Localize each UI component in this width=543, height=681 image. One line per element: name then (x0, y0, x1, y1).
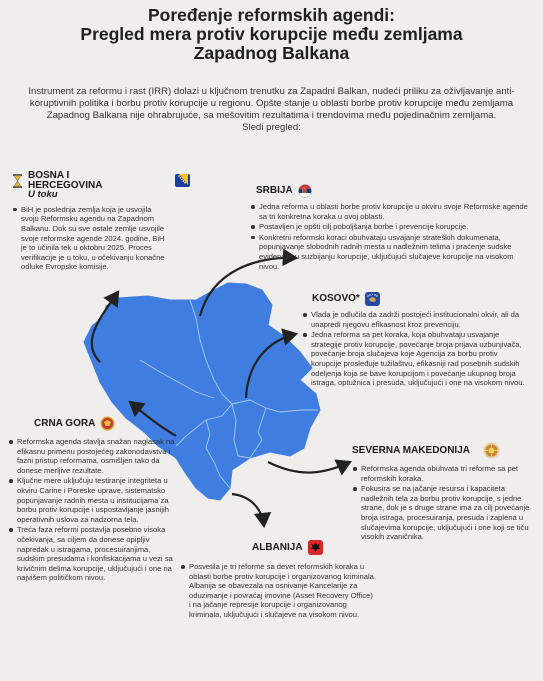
arrow-sm (268, 462, 350, 473)
title-line-2: Pregled mera protiv korupcije među zemljama (80, 24, 463, 44)
country-bih (12, 171, 190, 272)
srbija-bullet-2: Postavljen je opšti cilj poboljšanja borbe i prevencije korupcije. (250, 222, 530, 232)
crnagora-bullet-1: Reformska agenda stavlja snažan naglasak na efikasnu primenu postojećeg zakonodavstva i fazni pristup reformama, osmišljen tako da donese merljive rezultate. (8, 437, 176, 475)
country-kosovo (302, 292, 530, 388)
bih-title: BOSNA I HERCEGOVINA (28, 170, 103, 191)
title-line-3: Zapadnog Balkana (193, 43, 350, 63)
srbija-bullet-3: Konkretni reformski koraci obuhvataju usvajanje strateških dokumenata, popunjavanje slobodnih radnih mesta u nadležnim telima i praćenje sudske evidencije u suzbijanju korupcije, uključujući slučajeve korupcije na visokom nivou. (250, 233, 530, 271)
albanija-bullet-1: Posvetila je tri reforme sa devet reformskih koraka u oblasti borbe protiv korupcije i organizovanog kriminala. Albanija se obavezala na osnivanje Kancelarije za oduzimanje i povraćaj imovine (Asset Recovery Office) i na jačanje represije korupcije i organizovanog kriminala, uključujući i slučajeve na visokom nivou. (180, 562, 376, 620)
flag-north-macedonia-icon (483, 442, 500, 459)
bih-bullet-1: BiH je poslednja zemlja koja je usvojila svoju Reformsku agendu na Zapadnom Balkanu. Dok su sve ostale zemlje usvojile svoje reformske agende 2024. godine, BiH je to učinila tek u oktobru 2025. Proces verifikacije je u toku, u očekivanju konačne odluke Evropske komisije. (12, 205, 168, 272)
flag-albania-icon (308, 540, 323, 555)
intro-paragraph: Instrument za reformu i rast (IRR) dolazi u ključnom trenutku za Zapadni Balkan, nudeći priliku za oživljavanje anti-koruptivnih politika i borbu protiv korupcije u regionu. Opšte stanje u oblasti borbe protiv korupcije među zemljama Zapadnog Balkana nije ohrabrujuće, sa mešovitim rezultatima i trendovima među pojedinačnim zemljama. (28, 86, 515, 121)
crnagora-title: CRNA GORA (34, 417, 96, 429)
sm-bullet-1: Reformska agenda obuhvata tri reforme sa pet reformskih koraka. (352, 464, 530, 483)
kosovo-bullet-2: Jedna reforma sa pet koraka, koja obuhvataju usvajanje strategije protiv korupcije, povećanje broja prijava uzbunjivača, povećanje broja slučajeva koje Agencija za borbu protiv korupcije prosleđuje tužilaštvu, efikasniji rad posebnih sudskih odeljenja koja se bave korupcijom i povećanje ukupnog broja istraga, optužnica i presuda, uključujući i one na visokom nivou. (302, 330, 530, 388)
country-sm (352, 442, 530, 542)
country-srbija (250, 184, 530, 271)
country-albanija (180, 540, 376, 620)
flag-kosovo-icon (365, 292, 380, 306)
srbija-title: SRBIJA (256, 185, 293, 197)
sm-title: SEVERNA MAKEDONIJA (352, 444, 470, 456)
crnagora-bullet-3: Treća faza reformi postavlja posebno visoka očekivanja, sa ciljem da donese opipljiv napredak u istragama, procesuiranjima, sudskim presudama i konfiskacijama u vezi sa krivičnim delima korupcije, uključujući i one na najvišem političkom nivou. (8, 525, 176, 583)
intro-next: Sledi pregled: (242, 122, 301, 133)
flag-montenegro-icon (100, 416, 115, 431)
title-line-1: Poređenje reformskih agendi: (147, 5, 395, 25)
bih-status: U toku (28, 189, 58, 201)
flag-serbia-icon (298, 184, 312, 198)
arrow-albanija (232, 494, 264, 526)
sm-bullet-2: Fokusira se na jačanje resursa i kapaciteta nadležnih tela za borbu protiv korupcije, s jedne strane, dok je s druge strane ima za cilj povećanje broja istraga, procesuiranja, presuda i zaplena u slučajevima korupcije, uključujući i one koji se tiču visokih zvaničnika. (352, 484, 530, 542)
country-crnagora (8, 416, 176, 583)
flag-bih-icon (175, 174, 190, 187)
kosovo-bullet-1: Vlada je odlučila da zadrži postojeći institucionalni okvir, ali da unapredi njegovu efikasnost kroz prevenciju. (302, 310, 530, 329)
kosovo-title: KOSOVO* (312, 293, 360, 305)
hourglass-icon (12, 174, 23, 188)
crnagora-bullet-2: Ključne mere uključuju testiranje integriteta u okviru Carine i Poreske uprave, sistematsko popunjavanje radnih mesta u institucijama za borbu protiv korupcije i uspostavljanje jasnijih operativnih uslova za nadzorna tela. (8, 476, 176, 524)
srbija-bullet-1: Jedna reforma u oblasti borbe protiv korupcije u okviru svoje Reformske agende sa tri konkretna koraka u ovoj oblasti. (250, 202, 530, 221)
albanija-title: ALBANIJA (252, 541, 303, 553)
